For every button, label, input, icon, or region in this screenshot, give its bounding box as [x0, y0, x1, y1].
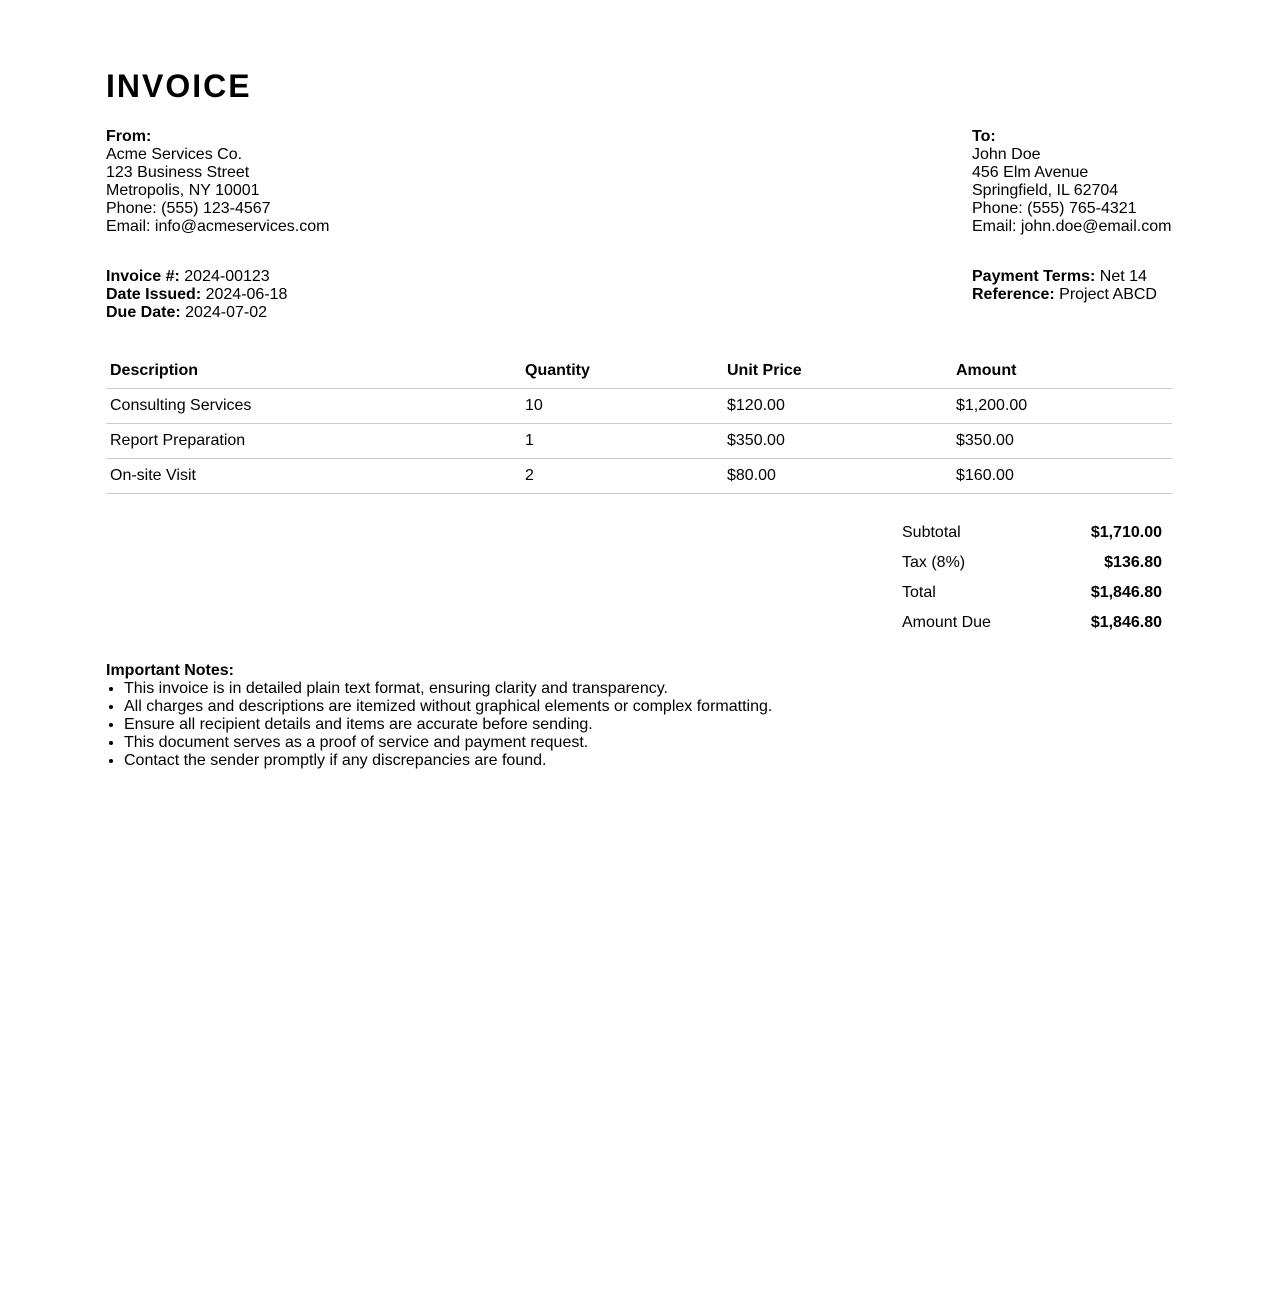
list-item: • All charges and descriptions are itemized without graphical elements or complex formatting.	[124, 698, 772, 716]
date-issued-value: 2024-06-18	[205, 286, 288, 303]
cell-description: Consulting Services	[106, 389, 521, 424]
cell-amount: $350.00	[952, 424, 1172, 459]
notes-title: Important Notes:	[106, 662, 234, 679]
due-date-label: Due Date:	[106, 304, 181, 321]
due-date-value: 2024-07-02	[185, 304, 267, 321]
list-item: • Ensure all recipient details and items are accurate before sending.	[124, 716, 772, 734]
sender-label: From:	[106, 128, 152, 145]
reference	[972, 286, 1157, 304]
cell-unit-price: $120.00	[723, 389, 952, 424]
cell-quantity: 2	[521, 459, 723, 494]
invoice-number	[106, 268, 287, 286]
tax-row	[902, 548, 1162, 578]
recipient-phone: Phone: (555) 765-4321	[972, 200, 1137, 217]
recipient-street: 456 Elm Avenue	[972, 164, 1089, 181]
total-value: $1,846.80	[1090, 584, 1162, 601]
notes-list	[106, 680, 772, 770]
sender-street: 123 Business Street	[106, 164, 250, 181]
amount-due-value: $1,846.80	[1090, 614, 1162, 631]
cell-quantity: 10	[521, 389, 723, 424]
cell-unit-price: $80.00	[723, 459, 952, 494]
sender-name: Acme Services Co.	[106, 146, 243, 163]
subtotal-label: Subtotal	[902, 524, 961, 541]
tax-value: $136.80	[1104, 554, 1162, 571]
amount-due-row	[902, 608, 1162, 638]
table-row	[106, 459, 1172, 494]
invoice-title: INVOICE	[106, 68, 252, 104]
cell-description: On-site Visit	[106, 459, 521, 494]
payment-terms-label: Payment Terms:	[972, 268, 1096, 285]
invoice-meta-left	[106, 268, 287, 322]
sender-phone: Phone: (555) 123-4567	[106, 200, 271, 217]
invoice-meta-right	[972, 268, 1157, 304]
list-item: • Contact the sender promptly if any discrepancies are found.	[124, 752, 772, 770]
table-header-row	[106, 353, 1172, 389]
payment-terms-value: Net 14	[1099, 268, 1147, 285]
list-item: • This invoice is in detailed plain text format, ensuring clarity and transparency.	[124, 680, 772, 698]
subtotal-row	[902, 518, 1162, 548]
total-label: Total	[902, 584, 936, 601]
reference-value: Project ABCD	[1059, 286, 1157, 303]
table-row	[106, 424, 1172, 459]
sender-city: Metropolis, NY 10001	[106, 182, 260, 199]
reference-label: Reference:	[972, 286, 1055, 303]
sender-email: Email: info@acmeservices.com	[106, 218, 330, 235]
cell-quantity: 1	[521, 424, 723, 459]
recipient-label: To:	[972, 128, 996, 145]
cell-amount: $160.00	[952, 459, 1172, 494]
due-date	[106, 304, 287, 322]
totals-summary	[902, 518, 1162, 638]
tax-label: Tax (8%)	[902, 554, 966, 571]
total-row	[902, 578, 1162, 608]
line-items-table	[106, 353, 1172, 494]
invoice-number-value: 2024-00123	[184, 268, 270, 285]
invoice-number-label: Invoice #:	[106, 268, 180, 285]
list-item: • This document serves as a proof of service and payment request.	[124, 734, 772, 752]
subtotal-value: $1,710.00	[1090, 524, 1162, 541]
header-description: Description	[106, 353, 521, 389]
amount-due-label: Amount Due	[902, 614, 991, 631]
date-issued-label: Date Issued:	[106, 286, 202, 303]
recipient-email: Email: john.doe@email.com	[972, 218, 1172, 235]
recipient-name: John Doe	[972, 146, 1041, 163]
cell-unit-price: $350.00	[723, 424, 952, 459]
date-issued	[106, 286, 287, 304]
recipient-block	[972, 128, 1171, 236]
table-row	[106, 389, 1172, 424]
sender-block	[106, 128, 329, 236]
payment-terms	[972, 268, 1157, 286]
cell-amount: $1,200.00	[952, 389, 1172, 424]
important-notes	[106, 662, 772, 770]
recipient-city: Springfield, IL 62704	[972, 182, 1119, 199]
header-amount: Amount	[952, 353, 1172, 389]
header-unit-price: Unit Price	[723, 353, 952, 389]
cell-description: Report Preparation	[106, 424, 521, 459]
header-quantity: Quantity	[521, 353, 723, 389]
